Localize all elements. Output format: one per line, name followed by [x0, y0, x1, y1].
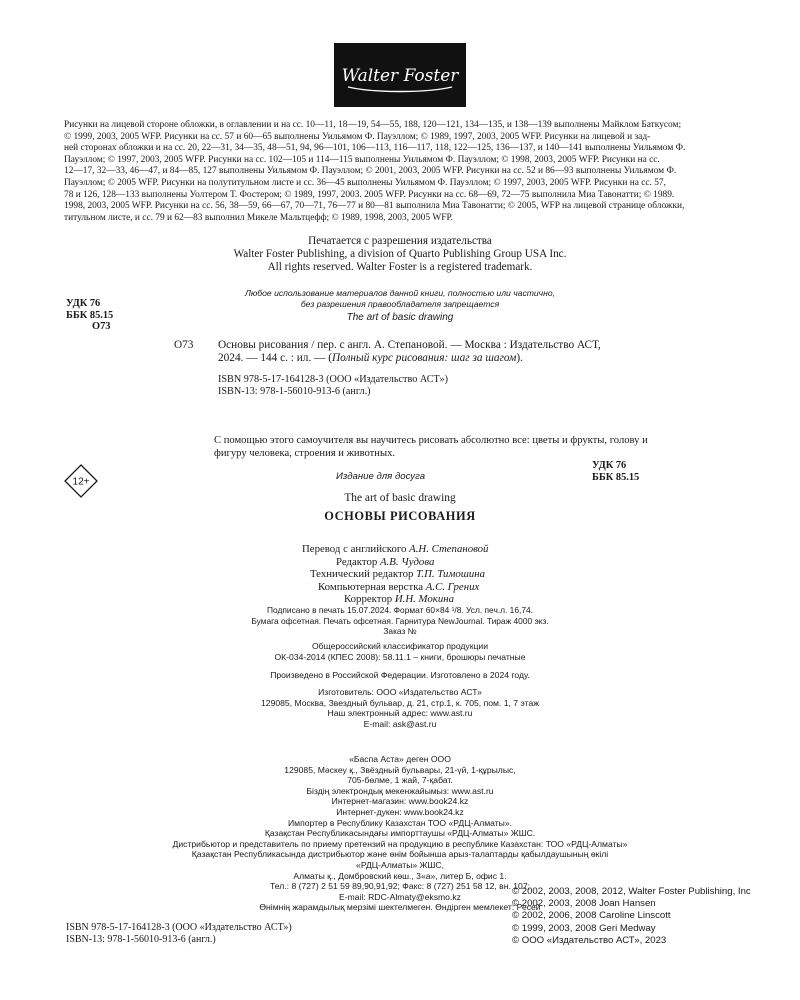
- annotation: С помощью этого самоучителя вы научитесь рисовать абсолютно все: цветы и фрукты, голову и фигуру человека, строения и животных.: [214, 435, 648, 459]
- credits-line: ней сторонах обложки и на сс. 20, 22—31, 34—35, 48—51, 94, 96—101, 106—113, 116—117, 118, 122—125, 136—137, и 140—141 выполнены Уильямом Ф.: [64, 143, 686, 154]
- logo-text: Walter Foster: [341, 66, 459, 86]
- author-mark: О73: [92, 321, 111, 333]
- classifier-line: ОК-034-2014 (КПЕС 2008): 58.11.1 – книги, брошюры печатные: [274, 651, 526, 662]
- staff-name: И.Н. Мокина: [394, 593, 454, 606]
- biblio-code: О73: [174, 339, 194, 351]
- biblio-text: [218, 339, 614, 366]
- staff-entry: [302, 581, 488, 594]
- isbn-line: ISBN-13: 978-1-56010-913-6 (англ.): [66, 933, 216, 945]
- staff-entry: [302, 568, 488, 581]
- print-line: Бумага офсетная. Печать офсетная. Гарнитура NewJournal. Тираж 4000 экз.: [251, 615, 549, 626]
- kz-line: Біздің электрондық мекенжайымыз: www.ast.ru: [306, 785, 494, 796]
- permission-line: Печатается с разрешения издательства: [308, 235, 492, 247]
- permission-notice: [160, 235, 640, 275]
- biblio-end: ).: [516, 352, 523, 365]
- manufacturer-line: Наш электронный адрес: www.ast.ru: [327, 708, 473, 719]
- isbn-line: ISBN 978-5-17-164128-3 (ООО «Издательство АСТ»): [66, 922, 292, 933]
- credits-line: 12—17, 32—33, 46—47, и 84—85, 127 выполнены Уильямом Ф. Пауэллом; © 2001, 2003, 2005 WFP. Рисунки на сс. 52 и 86—93 выполнены Уильямом Ф.: [64, 166, 677, 177]
- print-line: Подписано в печать 15.07.2024. Формат 60×84 ¹/8. Усл. печ.л. 16,74.: [267, 605, 533, 615]
- kz-line: Алматы қ., Домбровский көш., 3«а», литер Б, офис 1.: [293, 870, 507, 881]
- credits-line: 78 и 126, 128—133 выполнены Уолтером Т. Фостером; © 1989, 1997, 2003. 2005 WFP. Рисунки на сс. 68—69, 72—75 выполнила Миа Тавонатти; © 1989.: [64, 189, 675, 200]
- product-classifier: [200, 641, 600, 662]
- staff-name: Т.П. Тимошина: [416, 568, 486, 581]
- copyright-block: [512, 886, 751, 947]
- kz-line: 129085, Мәскеу қ., Звёздный бульвары, 21-үй, 1-құрылыс,: [284, 764, 516, 775]
- staff-role: Корректор: [344, 593, 393, 606]
- copyright-line: © ООО «Издательство АСТ», 2023: [512, 934, 667, 946]
- book-title: ОСНОВЫ РИСОВАНИЯ: [324, 509, 476, 523]
- legal-line: Любое использование материалов данной книги, полностью или частично,: [244, 288, 556, 298]
- staff-role: Технический редактор: [310, 568, 414, 581]
- bbk-code: ББК 85.15: [592, 471, 640, 483]
- kz-line: E-mail: RDC-Almaty@eksmo.kz: [339, 891, 461, 902]
- udk-block-left: [66, 298, 113, 333]
- age-rating-text: 12+: [72, 476, 90, 488]
- manufacturer-info: [200, 687, 600, 729]
- isbn-line: ISBN-13: 978-1-56010-913-6 (англ.): [218, 386, 371, 397]
- credits-line: Пауэллом; © 1997, 2003, 2005 WFP. Рисунки на сс. 102—105 и 114—115 выполнены Уильямом Ф. Пауэллом; © 1998, 2003, 2005 WFP. Рисунки на сс.: [64, 154, 660, 165]
- udk-code: УДК 76: [66, 298, 101, 309]
- credits-line: 1998, 2003, 2005 WFP. Рисунки на сс. 56, 38—59, 66—67, 70—71, 76—77 и 80—81 выполнила Миа Тавонатти; © 2005, WFP на лицевой странице обложки,: [64, 201, 685, 212]
- kz-line: Қазақстан Республикасында дистрибьютор және өнім бойынша арыз-талаптарды қабылдаушының өкілі: [191, 849, 609, 860]
- staff-role: Компьютерная верстка: [318, 580, 424, 593]
- kz-line: Интернет-дукен: www.book24.kz: [336, 806, 464, 817]
- copyright-line: © 2002, 2003, 2008 Joan Hansen: [512, 898, 656, 910]
- manufacturer-line: 129085, Москва, Звездный бульвар, д. 21, стр.1, к. 705, пом. 1, 7 этаж: [261, 697, 539, 708]
- walter-foster-logo-icon: [334, 43, 466, 107]
- print-info: [250, 605, 550, 637]
- staff-name: А.С. Грених: [425, 580, 480, 593]
- kz-line: Дистрибьютор и представитель по приему претензий на продукцию в республике Казахстан: ТОО «РДЦ-Алматы»: [172, 838, 628, 849]
- permission-line: Walter Foster Publishing, a division of Quarto Publishing Group USA Inc.: [233, 248, 567, 261]
- classifier-line: Общероссийский классификатор продукции: [311, 641, 489, 651]
- staff-role: Перевод с английского: [302, 543, 407, 555]
- bibliographic-record: [174, 339, 614, 366]
- credits-line: Пауэллом; © 2005 WFP. Рисунки на полутитульном листе и сс. 36—45 выполнены Уильямом Ф. Пауэллом; © 1997, 2003, 2005 WFP. Рисунки на сс. 57,: [64, 177, 666, 188]
- manufacturer-line: E-mail: ask@ast.ru: [363, 718, 437, 729]
- kz-line: Импортер в Республику Казахстан ТОО «РДЦ-Алматы».: [288, 817, 512, 828]
- kz-line: 705-бөлме, 1 жай, 7-қабат.: [347, 775, 453, 786]
- isbn-line: ISBN 978-5-17-164128-3 (ООО «Издательство АСТ»): [218, 374, 448, 385]
- biblio-main: Основы рисования / пер. с англ. А. Степановой. — Москва : Издательство АСТ, 2024. — 144 с. : ил. — (: [218, 339, 601, 365]
- staff-name: А.В. Чудова: [379, 555, 435, 568]
- staff-entry: [302, 543, 488, 556]
- staff-role: Редактор: [336, 555, 378, 568]
- age-rating-badge: [64, 464, 98, 498]
- isbn-block: [218, 374, 448, 398]
- legal-line: без разрешения правообладателя запрещается: [300, 299, 500, 309]
- bbk-code: ББК 85.15: [66, 309, 114, 321]
- manufacturer-line: Изготовитель: ООО «Издательство АСТ»: [318, 687, 482, 697]
- copyright-line: © 2002, 2003, 2008, 2012, Walter Foster Publishing, Inc: [512, 886, 751, 897]
- udk-code: УДК 76: [592, 460, 627, 471]
- isbn-block-bottom: [66, 922, 292, 945]
- biblio-series: Полный курс рисования: шаг за шагом: [331, 352, 517, 365]
- print-line: Заказ №: [383, 626, 417, 637]
- credits-line: титульном листе, и сс. 79 и 62—83 выполнил Микеле Мальтцефф; © 1989, 1998, 2003, 2005 WFP.: [64, 212, 453, 223]
- made-in-notice: Произведено в Российской Федерации. Изготовлено в 2024 году.: [270, 670, 530, 680]
- copyright-line: © 1999, 2003, 2008 Geri Medway: [512, 922, 656, 934]
- staff-name: А.Н. Степановой: [409, 543, 489, 555]
- kz-line: Тел.: 8 (727) 2 51 59 89,90,91,92; Факс: 8 (727) 251 58 12, вн. 107;: [270, 881, 530, 892]
- credits-line: Рисунки на лицевой стороне обложки, в оглавлении и на сс. 10—11, 18—19, 54—55, 188, 120—121, 134—135, и 138—139 выполнены Майклом Баткусом;: [64, 120, 682, 130]
- kz-line: Өнімнің жарамдылық мерзімі шектелмеген. Өндірген мемлекет: Ресей: [259, 902, 541, 913]
- kz-line: Қазақстан Республикасындағы импорттаушы «РДЦ-Алматы» ЖШС.: [264, 828, 536, 839]
- udk-block-right: [592, 460, 639, 483]
- legal-notice: [200, 288, 600, 324]
- kz-line: «РДЦ-Алматы» ЖШС,: [356, 859, 444, 870]
- copyright-line: © 2002, 2006, 2008 Caroline Linscott: [512, 910, 671, 922]
- publisher-logo: [334, 43, 466, 107]
- illustration-credits: [64, 120, 754, 224]
- staff-list: [302, 543, 488, 606]
- original-title: The art of basic drawing: [344, 492, 456, 504]
- permission-line: All rights reserved. Walter Foster is a registered trademark.: [267, 261, 533, 274]
- kz-line: «Баспа Аста» деген ООО: [349, 754, 451, 764]
- credits-line: © 1999, 2003, 2005 WFP. Рисунки на сс. 57 и 60—65 выполнены Уильямом Ф. Пауэллом; © 1989, 1997, 2003, 2005 WFP. Рисунки на лицевой и зад-: [64, 131, 651, 142]
- age-rating-icon: [64, 464, 98, 498]
- series-label: Издание для досуга: [336, 471, 426, 482]
- legal-original-title: The art of basic drawing: [346, 312, 454, 323]
- staff-entry: [302, 556, 488, 569]
- kz-line: Интернет-магазин: www.book24.kz: [331, 796, 469, 807]
